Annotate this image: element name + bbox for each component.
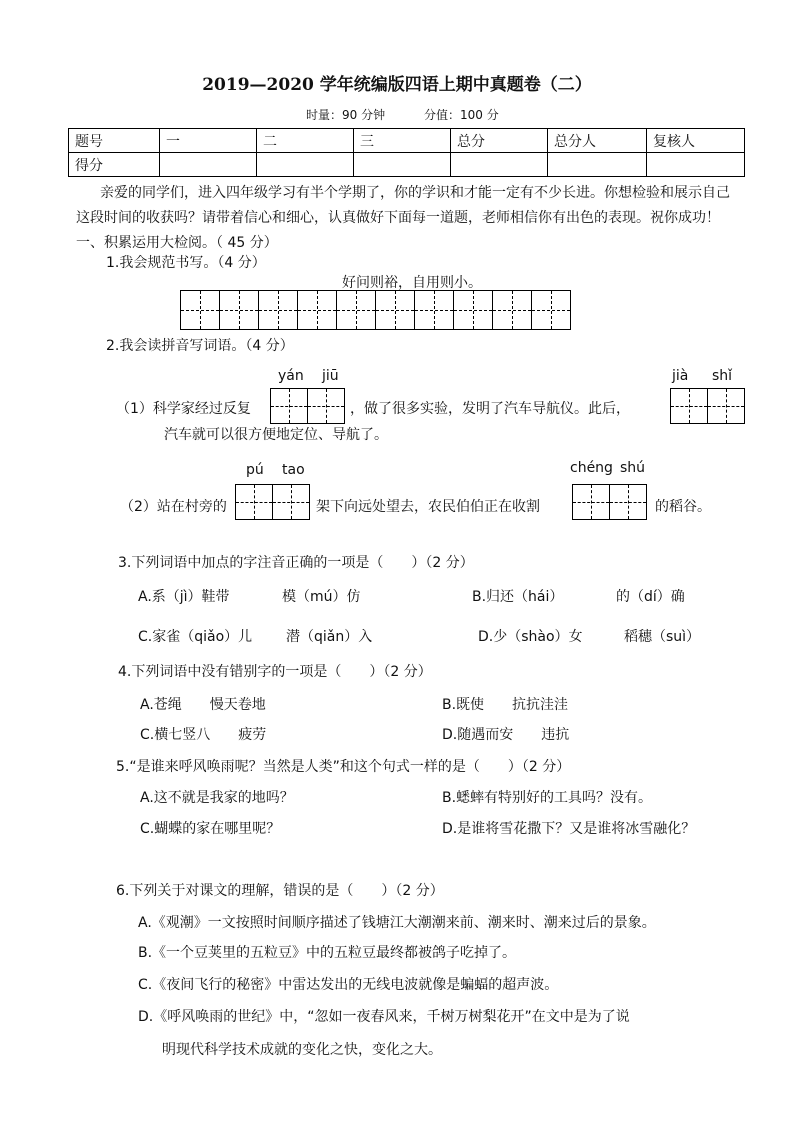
option-a[interactable]: A.《观潮》一文按照时间顺序描述了钱塘江大潮潮来前、潮来时、潮来过后的景象。 xyxy=(138,915,656,931)
score-entry-cell[interactable] xyxy=(548,153,647,177)
q2-part2-text: 架下向远处望去，农民伯伯正在收割 xyxy=(316,499,540,515)
score-table xyxy=(68,128,745,177)
score-label: 分值：100 分 xyxy=(424,108,499,122)
answer-box[interactable] xyxy=(572,484,610,520)
writing-grid[interactable] xyxy=(180,290,571,330)
q2-part2-text: （2）站在村旁的 xyxy=(120,499,227,515)
answer-box[interactable] xyxy=(609,484,647,520)
option-b[interactable]: B.归还（hái） xyxy=(472,589,564,605)
table-cell: 得分 xyxy=(69,153,160,177)
option-c-word: 潜（qiǎn）入 xyxy=(286,629,373,645)
grid-cell[interactable] xyxy=(531,290,571,330)
grid-cell[interactable] xyxy=(297,290,337,330)
table-cell: 复核人 xyxy=(647,129,745,153)
option-c[interactable]: C.《夜间飞行的秘密》中雷达发出的无线电波就像是蝙蝠的超声波。 xyxy=(138,977,559,993)
answer-box[interactable] xyxy=(670,388,708,424)
pinyin: jià xyxy=(672,368,689,384)
table-cell: 总分人 xyxy=(548,129,647,153)
grid-cell[interactable] xyxy=(492,290,532,330)
table-cell: 一 xyxy=(160,129,257,153)
page-title: 2019—2020 学年统编版四语上期中真题卷（二） xyxy=(202,75,592,95)
score-entry-cell[interactable] xyxy=(354,153,451,177)
option-a-word: 模（mú）仿 xyxy=(282,589,361,605)
question-4: 4.下列词语中没有错别字的一项是（ ）（2 分） xyxy=(118,664,432,680)
table-cell: 总分 xyxy=(451,129,548,153)
score-entry-cell[interactable] xyxy=(160,153,257,177)
answer-box[interactable] xyxy=(707,388,745,424)
pinyin: yán xyxy=(278,368,304,384)
question-5: 5.“是谁来呼风唤雨呢？当然是人类”和这个句式一样的是（ ）（2 分） xyxy=(116,759,571,775)
question-3: 3.下列词语中加点的字注音正确的一项是（ ）（2 分） xyxy=(118,555,474,571)
option-d[interactable]: D.是谁将雪花撒下？又是谁将冰雪融化？ xyxy=(442,821,696,837)
question-6: 6.下列关于对课文的理解，错误的是（ ）（2 分） xyxy=(116,883,444,899)
grid-cell[interactable] xyxy=(414,290,454,330)
grid-cell[interactable] xyxy=(219,290,259,330)
q2-part1-text: ，做了很多实验，发明了汽车导航仪。此后， xyxy=(350,401,630,417)
grid-cell[interactable] xyxy=(336,290,376,330)
pinyin: tao xyxy=(282,462,305,478)
answer-box[interactable] xyxy=(307,388,345,424)
copy-sentence: 好问则裕，自用则小。 xyxy=(342,275,482,291)
option-d[interactable]: D.《呼风唤雨的世纪》中，“忽如一夜春风来，千树万树梨花开”在文中是为了说 xyxy=(138,1009,630,1025)
q2-part2-text: 的稻谷。 xyxy=(655,499,711,515)
option-a[interactable]: A.这不就是我家的地吗？ xyxy=(140,790,294,806)
question-1: 1.我会规范书写。（4 分） xyxy=(106,255,266,271)
score-table-score-row xyxy=(69,153,745,177)
table-cell: 二 xyxy=(257,129,354,153)
intro-line-2: 这段时间的收获吗？请带着信心和细心，认真做好下面每一道题，老师相信你有出色的表现。祝你成功！ xyxy=(76,210,720,226)
option-b[interactable]: B.既使 抗抗洼洼 xyxy=(442,697,569,713)
answer-boxes-jiashi[interactable] xyxy=(670,388,745,424)
option-d-continued: 明现代科学技术成就的变化之快，变化之大。 xyxy=(162,1042,442,1058)
pinyin: shǐ xyxy=(712,368,733,384)
score-entry-cell[interactable] xyxy=(647,153,745,177)
pinyin: shú xyxy=(620,460,646,476)
pinyin: jiū xyxy=(322,368,339,384)
question-2: 2.我会读拼音写词语。（4 分） xyxy=(106,338,294,354)
answer-boxes-chengshu[interactable] xyxy=(572,484,647,520)
option-d[interactable]: D.少（shào）女 xyxy=(478,629,583,645)
answer-box[interactable] xyxy=(270,388,308,424)
option-b[interactable]: B.《一个豆荚里的五粒豆》中的五粒豆最终都被鸽子吃掉了。 xyxy=(138,945,517,961)
pinyin: chéng xyxy=(570,460,613,476)
time-label: 时量：90 分钟 xyxy=(306,108,386,122)
option-b[interactable]: B.蟋蟀有特别好的工具吗？没有。 xyxy=(442,790,653,806)
grid-cell[interactable] xyxy=(180,290,220,330)
intro-line-1: 亲爱的同学们，进入四年级学习有半个学期了，你的学识和才能一定有不少长进。你想检验和展示自己 xyxy=(100,185,730,201)
q2-part1-text: （1）科学家经过反复 xyxy=(116,401,251,417)
section-1-heading: 一、积累运用大检阅。（ 45 分） xyxy=(76,235,278,251)
option-c[interactable]: C.蝴蝶的家在哪里呢？ xyxy=(140,821,281,837)
option-d[interactable]: D.随遇而安 违抗 xyxy=(442,727,570,743)
grid-cell[interactable] xyxy=(453,290,493,330)
answer-boxes-putao[interactable] xyxy=(235,484,310,520)
table-cell: 三 xyxy=(354,129,451,153)
option-d-word: 稻穗（suì） xyxy=(624,629,701,645)
option-c[interactable]: C.家雀（qiǎo）儿 xyxy=(138,629,253,645)
grid-cell[interactable] xyxy=(258,290,298,330)
answer-box[interactable] xyxy=(272,484,310,520)
option-a[interactable]: A.系（jì）鞋带 xyxy=(138,589,230,605)
score-table-header-row xyxy=(69,129,745,153)
option-b-word: 的（dí）确 xyxy=(616,589,685,605)
option-c[interactable]: C.横七竖八 疲劳 xyxy=(140,727,267,743)
score-entry-cell[interactable] xyxy=(257,153,354,177)
grid-cell[interactable] xyxy=(375,290,415,330)
q2-part1-text: 汽车就可以很方便地定位、导航了。 xyxy=(164,427,388,443)
table-cell: 题号 xyxy=(69,129,160,153)
option-a[interactable]: A.苍绳 慢天卷地 xyxy=(140,697,266,713)
answer-boxes-yanjiu[interactable] xyxy=(270,388,345,424)
answer-box[interactable] xyxy=(235,484,273,520)
pinyin: pú xyxy=(246,462,264,478)
score-entry-cell[interactable] xyxy=(451,153,548,177)
